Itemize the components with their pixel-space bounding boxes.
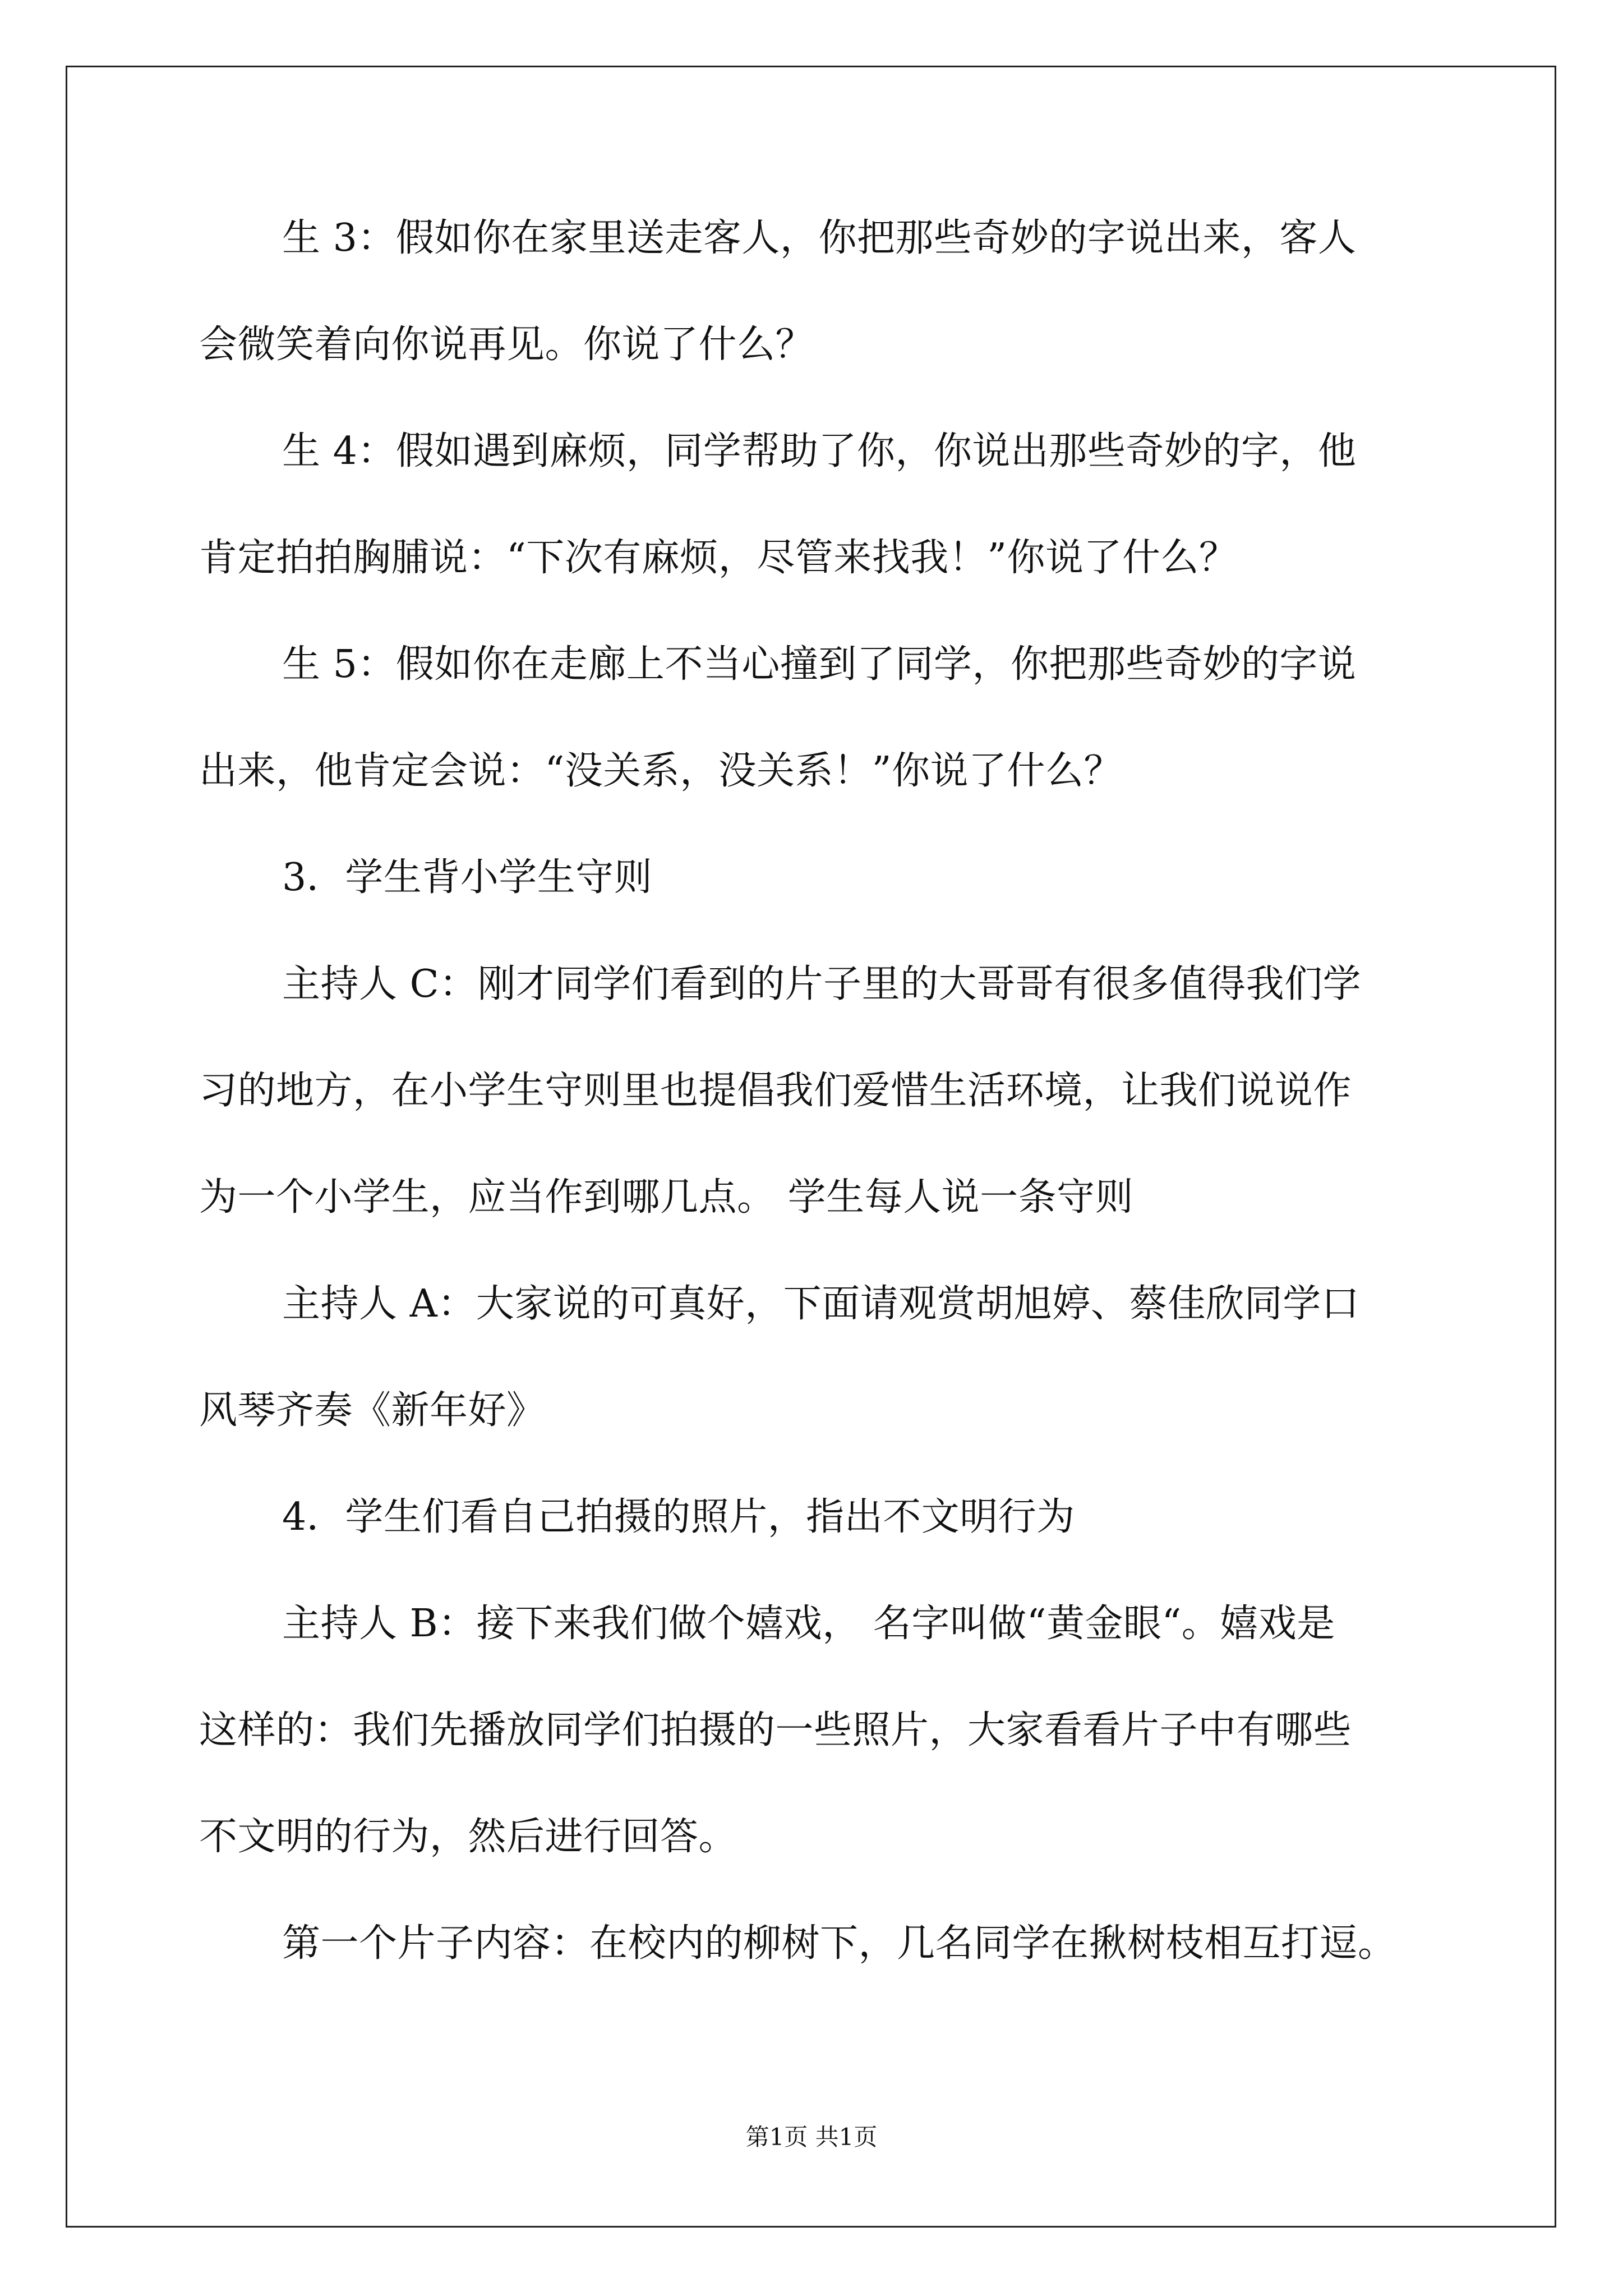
text-line: 肯定拍拍胸脯说：“下次有麻烦，尽管来找我！”你说了什么？ xyxy=(199,536,1238,580)
text-line: 风琴齐奏《新年好》 xyxy=(199,1388,545,1433)
text-line: 习的地方，在小学生守则里也提倡我们爱惜生活环境，让我们说说作 xyxy=(199,1069,1352,1113)
text-line: 出来，他肯定会说：“没关系，没关系！”你说了什么？ xyxy=(199,749,1123,793)
page-border xyxy=(66,66,1556,2228)
section-heading: 3．学生背小学生守则 xyxy=(282,855,653,900)
section-heading: 4．学生们看自己拍摄的照片，指出不文明行为 xyxy=(282,1495,1075,1539)
text-line: 会微笑着向你说再见。你说了什么？ xyxy=(199,323,814,367)
text-line: 主持人 C：刚才同学们看到的片子里的大哥哥有很多值得我们学 xyxy=(282,962,1362,1006)
text-line: 主持人 B：接下来我们做个嬉戏， 名字叫做“黄金眼“。嬉戏是 xyxy=(282,1602,1335,1646)
text-line: 这样的：我们先播放同学们拍摄的一些照片，大家看看片子中有哪些 xyxy=(199,1708,1352,1752)
text-line: 生 3：假如你在家里送走客人，你把那些奇妙的字说出来，客人 xyxy=(282,216,1357,260)
text-line: 不文明的行为，然后进行回答。 xyxy=(199,1815,737,1859)
text-line: 生 5：假如你在走廊上不当心撞到了同学，你把那些奇妙的字说 xyxy=(282,642,1357,687)
text-line: 第一个片子内容：在校内的柳树下，几名同学在揪树枝相互打逗。 xyxy=(282,1921,1396,1966)
text-line: 主持人 A：大家说的可真好，下面请观赏胡旭婷、蔡佳欣同学口 xyxy=(282,1282,1360,1326)
text-line: 为一个小学生，应当作到哪几点。 学生每人说一条守则 xyxy=(199,1175,1134,1220)
page-footer: 第1页 共1页 xyxy=(745,2123,878,2151)
text-line: 生 4：假如遇到麻烦，同学帮助了你，你说出那些奇妙的字，他 xyxy=(282,429,1357,473)
